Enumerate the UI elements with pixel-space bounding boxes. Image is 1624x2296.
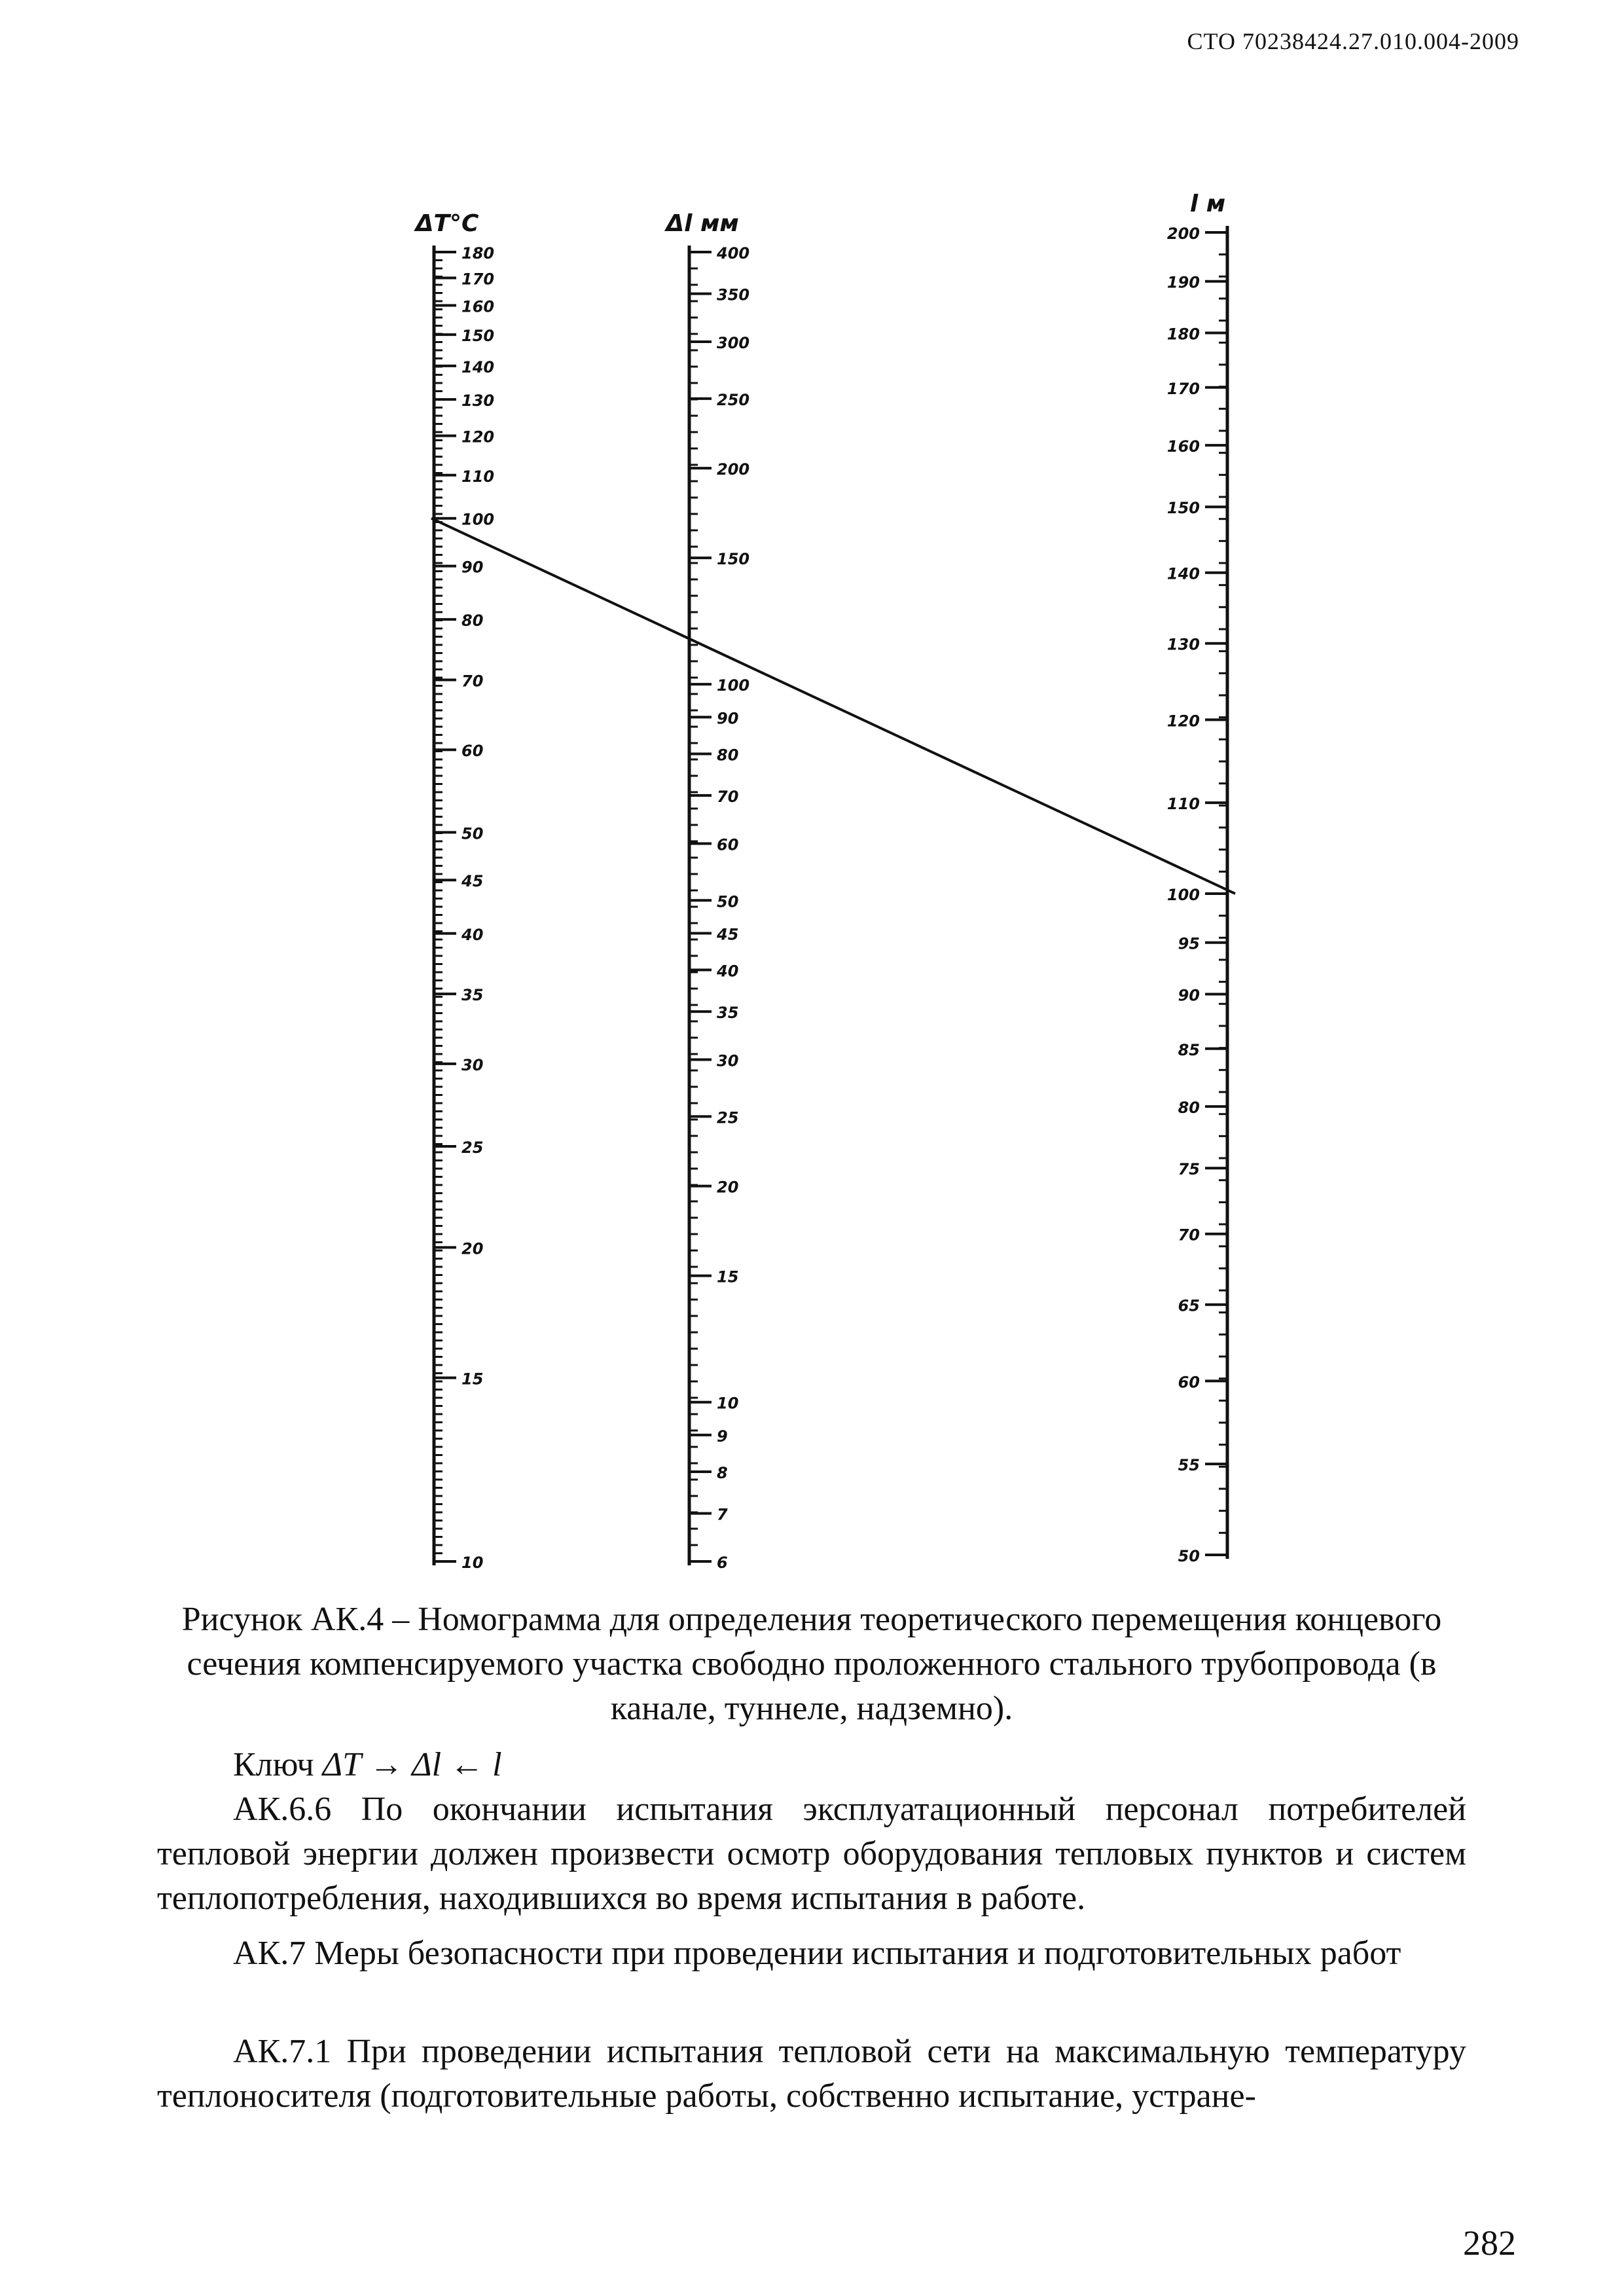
tick-label-dt: 25 bbox=[461, 1138, 484, 1157]
tick-label-dl: 250 bbox=[717, 390, 750, 409]
tick-label-dt: 40 bbox=[461, 925, 484, 944]
key-line bbox=[157, 1743, 1466, 1787]
tick-label-dl: 40 bbox=[717, 962, 739, 981]
tick-label-dl: 20 bbox=[717, 1178, 739, 1197]
tick-label-l: 140 bbox=[1166, 564, 1200, 583]
tick-label-l: 55 bbox=[1178, 1456, 1200, 1475]
tick-label-dt: 100 bbox=[461, 510, 495, 529]
tick-label-dl: 45 bbox=[717, 925, 739, 944]
tick-label-dl: 35 bbox=[717, 1004, 739, 1023]
tick-label-dt: 170 bbox=[461, 270, 495, 289]
tick-label-l: 190 bbox=[1166, 273, 1200, 292]
axis-title-dt: ΔT°C bbox=[415, 210, 479, 237]
tick-label-dt: 150 bbox=[461, 327, 495, 346]
paragraph-ak-7-1: АК.7.1 При проведении испытания тепловой сети на максимальную температуру теплоносителя (подготовительные работы, собственно испытание, устране- bbox=[157, 2033, 1466, 2115]
key-label: Ключ bbox=[233, 1746, 314, 1783]
tick-label-dl: 150 bbox=[717, 550, 750, 569]
tick-label-dt: 80 bbox=[461, 611, 484, 630]
tick-label-dl: 400 bbox=[717, 244, 750, 263]
tick-label-l: 65 bbox=[1178, 1296, 1200, 1315]
tick-label-dt: 30 bbox=[461, 1055, 484, 1074]
tick-label-dl: 50 bbox=[717, 892, 739, 911]
tick-label-l: 120 bbox=[1166, 712, 1200, 731]
tick-label-l: 160 bbox=[1166, 437, 1200, 456]
tick-label-dl: 60 bbox=[717, 835, 739, 854]
tick-label-l: 75 bbox=[1178, 1160, 1200, 1179]
tick-label-dl: 300 bbox=[717, 334, 750, 353]
tick-label-dt: 60 bbox=[461, 742, 484, 761]
tick-label-dt: 50 bbox=[461, 824, 484, 843]
tick-label-dt: 160 bbox=[461, 297, 495, 316]
tick-label-dl: 350 bbox=[717, 285, 750, 304]
tick-label-dl: 9 bbox=[717, 1427, 728, 1446]
tick-label-l: 150 bbox=[1166, 499, 1200, 518]
tick-label-dl: 30 bbox=[717, 1051, 739, 1070]
tick-label-l: 100 bbox=[1166, 886, 1200, 904]
tick-label-l: 50 bbox=[1178, 1547, 1200, 1565]
tick-label-l: 70 bbox=[1178, 1226, 1200, 1245]
tick-label-l: 130 bbox=[1166, 635, 1200, 654]
tick-label-dt: 90 bbox=[461, 558, 484, 577]
tick-label-dl: 15 bbox=[717, 1267, 739, 1286]
tick-label-l: 180 bbox=[1166, 325, 1200, 344]
tick-label-l: 60 bbox=[1178, 1373, 1200, 1392]
tick-label-dt: 180 bbox=[461, 244, 495, 263]
tick-label-dl: 100 bbox=[717, 676, 750, 695]
tick-label-l: 90 bbox=[1178, 986, 1200, 1005]
tick-label-l: 85 bbox=[1178, 1040, 1200, 1059]
tick-label-l: 80 bbox=[1178, 1099, 1200, 1118]
tick-label-l: 200 bbox=[1166, 225, 1200, 243]
figure-caption: Рисунок АК.4 – Номограмма для определения теоретического перемещения концевого сечения компенсируемого участка свободно проложенного стального трубопровода (в канале, туннеле, надземно). bbox=[181, 1601, 1442, 1727]
tick-label-dt: 110 bbox=[461, 467, 495, 486]
tick-label-dt: 130 bbox=[461, 392, 495, 410]
tick-label-dt: 15 bbox=[461, 1370, 484, 1389]
tick-label-dl: 8 bbox=[717, 1463, 728, 1482]
document-code: СТО 70238424.27.010.004-2009 bbox=[1187, 28, 1519, 54]
tick-label-dl: 10 bbox=[717, 1394, 739, 1413]
tick-label-dl: 6 bbox=[717, 1554, 728, 1572]
tick-label-dt: 120 bbox=[461, 428, 495, 446]
axis-title-dl: Δl мм bbox=[666, 210, 739, 237]
tick-label-dl: 70 bbox=[717, 788, 739, 807]
tick-label-dt: 10 bbox=[461, 1554, 484, 1572]
tick-label-l: 110 bbox=[1166, 795, 1200, 814]
tick-label-dt: 35 bbox=[461, 986, 484, 1005]
tick-label-l: 170 bbox=[1166, 379, 1200, 398]
paragraph-ak-6-6: АК.6.6 По окончании испытания эксплуатационный персонал потребителей тепловой энергии должен произвести осмотр оборудования тепловых пунктов и систем теплопотребления, находившихся во время испытания в работе. bbox=[157, 1791, 1466, 1917]
tick-label-dt: 20 bbox=[461, 1239, 484, 1258]
page-number: 282 bbox=[1463, 2223, 1516, 2263]
tick-label-dl: 200 bbox=[717, 460, 750, 479]
tick-label-l: 95 bbox=[1178, 934, 1200, 953]
axis-title-l: l м bbox=[1189, 191, 1226, 217]
tick-label-dl: 80 bbox=[717, 746, 739, 765]
tick-label-dt: 70 bbox=[461, 672, 484, 691]
tick-label-dl: 25 bbox=[717, 1108, 739, 1127]
key-line bbox=[431, 519, 1235, 894]
tick-label-dl: 7 bbox=[717, 1505, 728, 1524]
key-formula: ΔT → Δl ← l bbox=[322, 1746, 502, 1783]
tick-label-dl: 90 bbox=[717, 709, 739, 728]
tick-label-dt: 45 bbox=[461, 872, 484, 891]
tick-label-dt: 140 bbox=[461, 357, 495, 376]
paragraph-ak-7-heading: АК.7 Меры безопасности при проведении испытания и подготовительных работ bbox=[233, 1935, 1401, 1972]
